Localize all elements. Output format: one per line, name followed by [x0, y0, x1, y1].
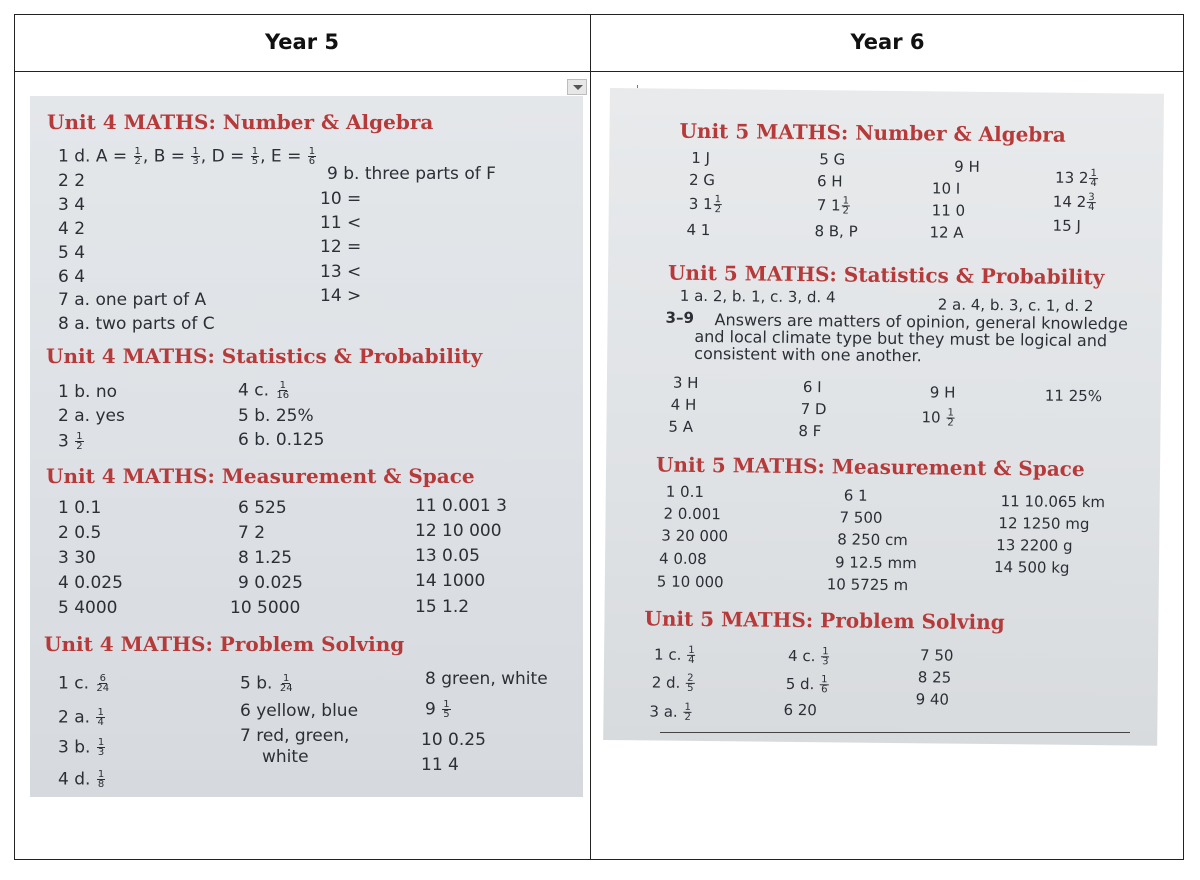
- fraction: $\frac{2}{5}$: [687, 672, 694, 694]
- answer-line: 9 H: [954, 157, 980, 176]
- fraction: $\frac{1}{5}$: [251, 146, 259, 167]
- fraction: $\frac{1}{2}$: [76, 431, 83, 452]
- answer-line: 2 0.5: [58, 523, 102, 543]
- answer-line: 8 1.25: [238, 548, 293, 568]
- answer-line: 1 0.1: [665, 482, 705, 502]
- answer-line: 5 d. $\frac{1}{6}$: [785, 674, 828, 696]
- answer-line: 2 a. yes: [58, 406, 125, 426]
- answer-line: 4 d. $\frac{1}{8}$: [58, 769, 105, 790]
- fraction: $\frac{3}{4}$: [1088, 192, 1095, 214]
- answer-line: 3 1 $\frac{1}{2}$: [688, 194, 722, 216]
- answer-line: 12 =: [320, 237, 362, 257]
- fraction: $\frac{1}{6}$: [308, 146, 316, 167]
- fraction: $\frac{1}{6}$: [821, 674, 828, 696]
- fraction: $\frac{1}{3}$: [97, 737, 105, 758]
- answer-line: 11 <: [320, 213, 362, 233]
- answer-line: 8 B, P: [814, 222, 858, 241]
- answer-line: 8 a. two parts of C: [58, 314, 215, 334]
- answer-line: 2 2: [58, 171, 86, 191]
- answer-line: 6 525: [238, 498, 287, 518]
- answer-line: 13 <: [320, 262, 362, 282]
- fraction: $\frac{1}{2}$: [714, 194, 722, 216]
- answer-line: 1 a. 2, b. 1, c. 3, d. 4: [679, 286, 836, 307]
- fraction: $\frac{1}{8}$: [97, 769, 105, 790]
- answer-number: 3–9: [665, 308, 695, 327]
- answer-line: 15 1.2: [415, 597, 470, 617]
- answer-line: 4 1: [686, 220, 711, 240]
- answer-line: 4 2: [58, 219, 86, 239]
- answer-line: 1 d. A = $\frac{1}{2}$ , B = $\frac{1}{3}$ , D = $\frac{1}{5}$ , E = $\frac{1}{6}$: [58, 146, 316, 167]
- answer-line: 3 $\frac{1}{2}$: [58, 431, 83, 452]
- answer-line: 9 $\frac{1}{5}$: [425, 699, 450, 720]
- section-title: Unit 4 MATHS: Measurement & Space: [46, 464, 475, 488]
- answer-line: 6 20: [783, 700, 817, 720]
- fraction: $\frac{1}{3}$: [192, 146, 199, 167]
- column-divider: [590, 14, 591, 860]
- answer-line: 6 b. 0.125: [238, 430, 325, 450]
- answer-line: 12 10 000: [415, 521, 502, 541]
- answer-line: 12 A: [929, 223, 964, 242]
- answer-line: 3 H: [672, 373, 699, 392]
- chevron-down-icon: [573, 85, 583, 90]
- fraction: $\frac{1}{2}$: [684, 701, 692, 723]
- answer-line: 7 2: [238, 523, 266, 543]
- answer-line: 2 d. $\frac{2}{5}$: [651, 672, 694, 694]
- answer-line: 10 5725 m: [826, 575, 909, 595]
- answer-line: 13 2 $\frac{1}{4}$: [1054, 168, 1097, 190]
- header-year-6: Year 6: [850, 30, 925, 54]
- answer-line: 3 b. $\frac{1}{3}$: [58, 737, 105, 758]
- answer-line: 3 4: [58, 195, 86, 215]
- answer-line: 11 0.001 3: [415, 496, 507, 516]
- answer-line: 13 2200 g: [996, 536, 1073, 555]
- answer-line: 2 G: [688, 170, 716, 190]
- answer-line: 14 >: [320, 286, 362, 306]
- answer-line: 9 b. three parts of F: [327, 164, 496, 184]
- section-title: Unit 4 MATHS: Statistics & Probability: [46, 344, 483, 368]
- fraction: $\frac{1}{2}$: [842, 195, 850, 217]
- section-title: Unit 5 MATHS: Measurement & Space: [655, 452, 1085, 481]
- answer-line: 11 10.065 km: [1000, 492, 1106, 512]
- fraction: $\frac{1}{24}$: [279, 673, 293, 694]
- answer-line: 14 500 kg: [993, 558, 1070, 577]
- section-title: Unit 4 MATHS: Problem Solving: [44, 632, 405, 656]
- answer-line: 8 green, white: [425, 669, 548, 689]
- answer-line: 10 =: [320, 189, 362, 209]
- answer-line: 10 $\frac{1}{2}$: [921, 407, 954, 429]
- year-5-answer-image: [30, 96, 583, 797]
- answer-line: 11 25%: [1044, 386, 1103, 406]
- answer-line: 5 b. $\frac{1}{24}$: [240, 673, 293, 694]
- answer-line: 3 20 000: [661, 526, 729, 546]
- answer-line: 5 4: [58, 243, 86, 263]
- header-divider: [14, 71, 1184, 72]
- answer-line: 6 yellow, blue: [240, 701, 359, 721]
- fraction: $\frac{1}{3}$: [822, 646, 829, 668]
- fraction: $\frac{1}{16}$: [276, 380, 290, 401]
- section-title: Unit 5 MATHS: Statistics & Probability: [667, 260, 1105, 290]
- answer-line: 8 F: [798, 421, 822, 441]
- answer-line: 14 1000: [415, 571, 486, 591]
- answer-line: 5 4000: [58, 598, 118, 618]
- answer-line: white: [262, 747, 309, 767]
- answer-line: 1 J: [691, 148, 711, 168]
- answer-line: 1 b. no: [58, 382, 117, 402]
- section-title: Unit 4 MATHS: Number & Algebra: [47, 110, 434, 134]
- answer-line: 12 1250 mg: [998, 514, 1090, 534]
- answer-line: 4 H: [670, 395, 697, 414]
- answer-line: 5 b. 25%: [238, 406, 314, 426]
- answer-line: 11 4: [421, 755, 459, 775]
- answer-line: 8 250 cm: [837, 530, 908, 550]
- answer-line: 10 5000: [230, 598, 301, 618]
- section-title: Unit 5 MATHS: Problem Solving: [644, 606, 1005, 635]
- answer-line: 7 red, green,: [240, 726, 350, 746]
- answer-line: 7 500: [839, 508, 883, 527]
- answer-line: 13 0.05: [415, 546, 480, 566]
- fraction: $\frac{6}{24}$: [96, 673, 110, 694]
- answer-line: 1 0.1: [58, 498, 102, 518]
- answer-line: 3 30: [58, 548, 96, 568]
- fraction: $\frac{1}{4}$: [688, 644, 695, 666]
- answer-line: 7 D: [800, 400, 827, 419]
- answer-line: 3 a. $\frac{1}{2}$: [649, 701, 692, 723]
- answer-line: 5 10 000: [656, 572, 724, 592]
- answer-line: 5 A: [668, 417, 694, 436]
- answer-line: 4 c. $\frac{1}{16}$: [238, 380, 290, 401]
- answer-line: 7 a. one part of A: [58, 290, 207, 310]
- answer-line: 7 1 $\frac{1}{2}$: [816, 195, 850, 217]
- answer-line: 14 2 $\frac{3}{4}$: [1052, 192, 1095, 214]
- fraction: $\frac{1}{5}$: [443, 699, 450, 720]
- answer-paragraph: Answers are matters of opinion, general knowledge and local climate type but they must be logical and consistent with one another.: [694, 310, 1128, 366]
- answer-line: 11 0: [931, 201, 966, 220]
- cell-dropdown-button[interactable]: [567, 79, 587, 95]
- fraction: $\frac{1}{4}$: [97, 707, 104, 728]
- answer-line: 1 c. $\frac{6}{24}$: [58, 673, 110, 694]
- answer-line: 6 1: [843, 486, 868, 505]
- answer-line: 2 a. $\frac{1}{4}$: [58, 707, 104, 728]
- answer-line: 6 I: [802, 378, 822, 397]
- answer-line: 4 0.08: [658, 549, 707, 569]
- answer-line: 15 J: [1052, 216, 1081, 235]
- answer-line: 6 4: [58, 267, 86, 287]
- answer-line: 4 c. $\frac{1}{3}$: [787, 646, 829, 668]
- answer-line: 10 I: [931, 179, 961, 198]
- fraction: $\frac{1}{2}$: [947, 407, 954, 429]
- answer-line: 4 0.025: [58, 573, 123, 593]
- fraction: $\frac{1}{2}$: [134, 146, 141, 167]
- page-edge-line: [660, 732, 1130, 733]
- answer-line: 9 40: [915, 690, 950, 709]
- answer-line: 8 25: [917, 668, 952, 687]
- answer-line: 9 0.025: [238, 573, 303, 593]
- answer-line: 6 H: [816, 172, 843, 191]
- header-year-5: Year 5: [265, 30, 339, 54]
- answer-line: 7 50: [919, 646, 954, 665]
- section-title: Unit 5 MATHS: Number & Algebra: [679, 118, 1066, 147]
- fraction: $\frac{1}{4}$: [1090, 168, 1097, 190]
- answer-line: 9 H: [929, 383, 956, 402]
- answer-line: 2 a. 4, b. 3, c. 1, d. 2: [937, 295, 1094, 316]
- answer-line: 2 0.001: [663, 504, 721, 524]
- answer-line: 5 G: [819, 150, 846, 169]
- answer-line: 10 0.25: [421, 730, 486, 750]
- answer-line: 9 12.5 mm: [834, 553, 917, 573]
- answer-line: 1 c. $\frac{1}{4}$: [653, 644, 695, 666]
- year-6-answer-image: [603, 88, 1164, 746]
